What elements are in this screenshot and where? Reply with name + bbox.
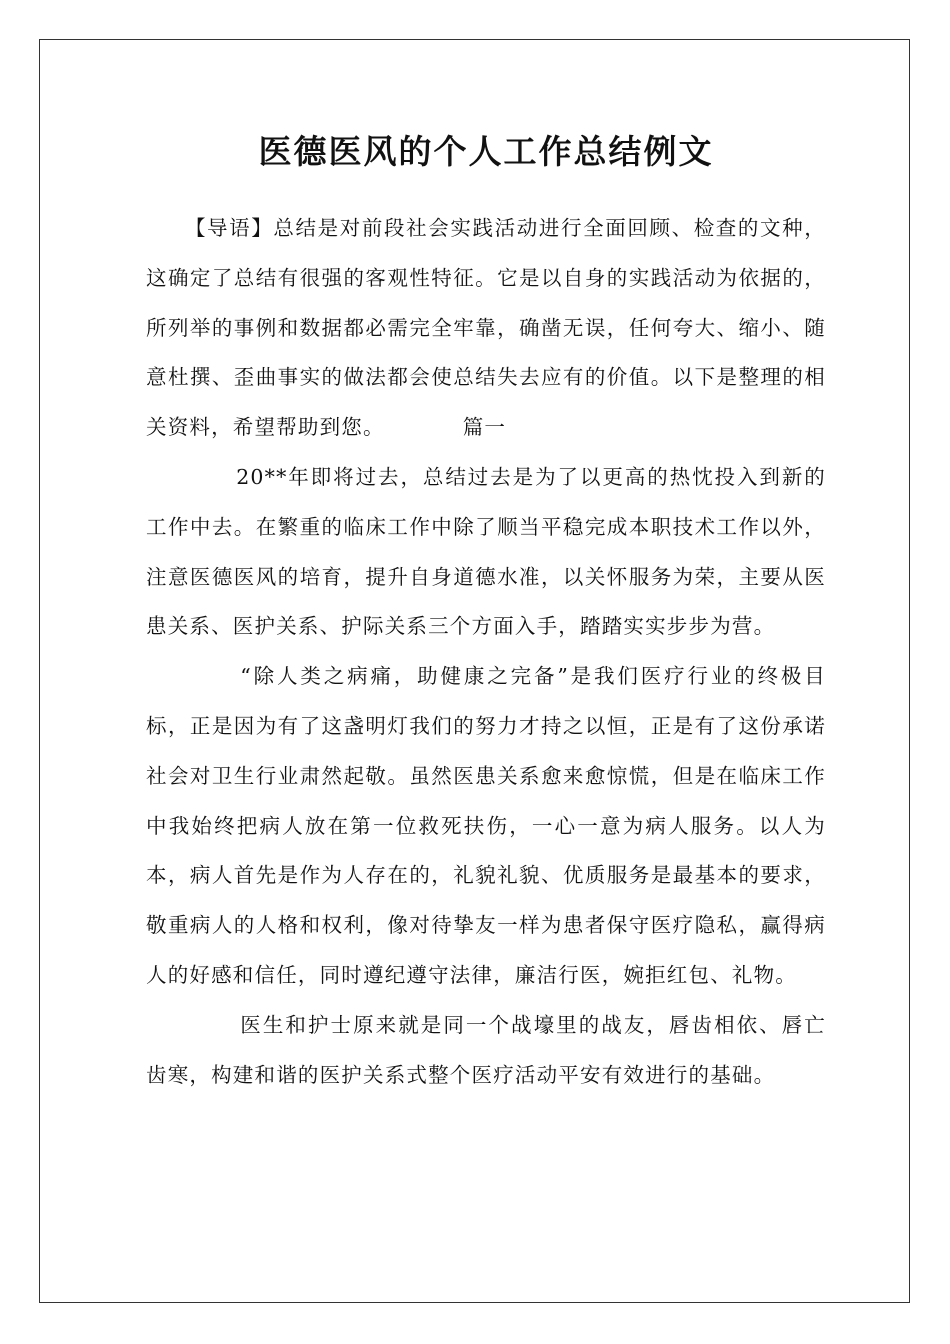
document-title: 医德医风的个人工作总结例文 xyxy=(258,132,714,171)
body-paragraph: 20**年即将过去，总结过去是为了以更高的热忱投入到新的工作中去。在繁重的临床工作中除了顺当平稳完成本职技术工作以外，注意医德医风的培育，提升自身道德水准，以关怀服务为荣，主要从医患关系、医护关系、护际关系三个方面入手，踏踏实实步步为营。 xyxy=(146,464,826,639)
intro-paragraph xyxy=(146,204,826,453)
intro-text: 【导语】总结是对前段社会实践活动进行全面回顾、检查的文种，这确定了总结有很强的客观性特征。它是以自身的实践活动为依据的，所列举的事例和数据都必需完全牢靠，确凿无误，任何夸大、缩小、随意杜撰、歪曲事实的做法都会使总结失去应有的价值。以下是整理的相关资料，希望帮助到您。 xyxy=(146,216,826,440)
body-paragraph: 医生和护士原来就是同一个战壕里的战友，唇齿相依、唇亡齿寒，构建和谐的医护关系式整个医疗活动平安有效进行的基础。 xyxy=(146,1012,826,1087)
body-paragraph: “除人类之病痛，助健康之完备”是我们医疗行业的终极目标，正是因为有了这盏明灯我们的努力才持之以恒，正是有了这份承诺社会对卫生行业肃然起敬。虽然医患关系愈来愈惊慌，但是在临床工作中我始终把病人放在第一位救死扶伤，一心一意为病人服务。以人为本，病人首先是作为人存在的，礼貌礼貌、优质服务是最基本的要求，敬重病人的人格和权利，像对待挚友一样为患者保守医疗隐私，赢得病人的好感和信任，同时遵纪遵守法律，廉洁行医，婉拒红包、礼物。 xyxy=(146,664,826,987)
section-label: 篇一 xyxy=(462,415,507,440)
document-body xyxy=(146,122,826,1100)
paragraph-list xyxy=(146,204,826,1100)
